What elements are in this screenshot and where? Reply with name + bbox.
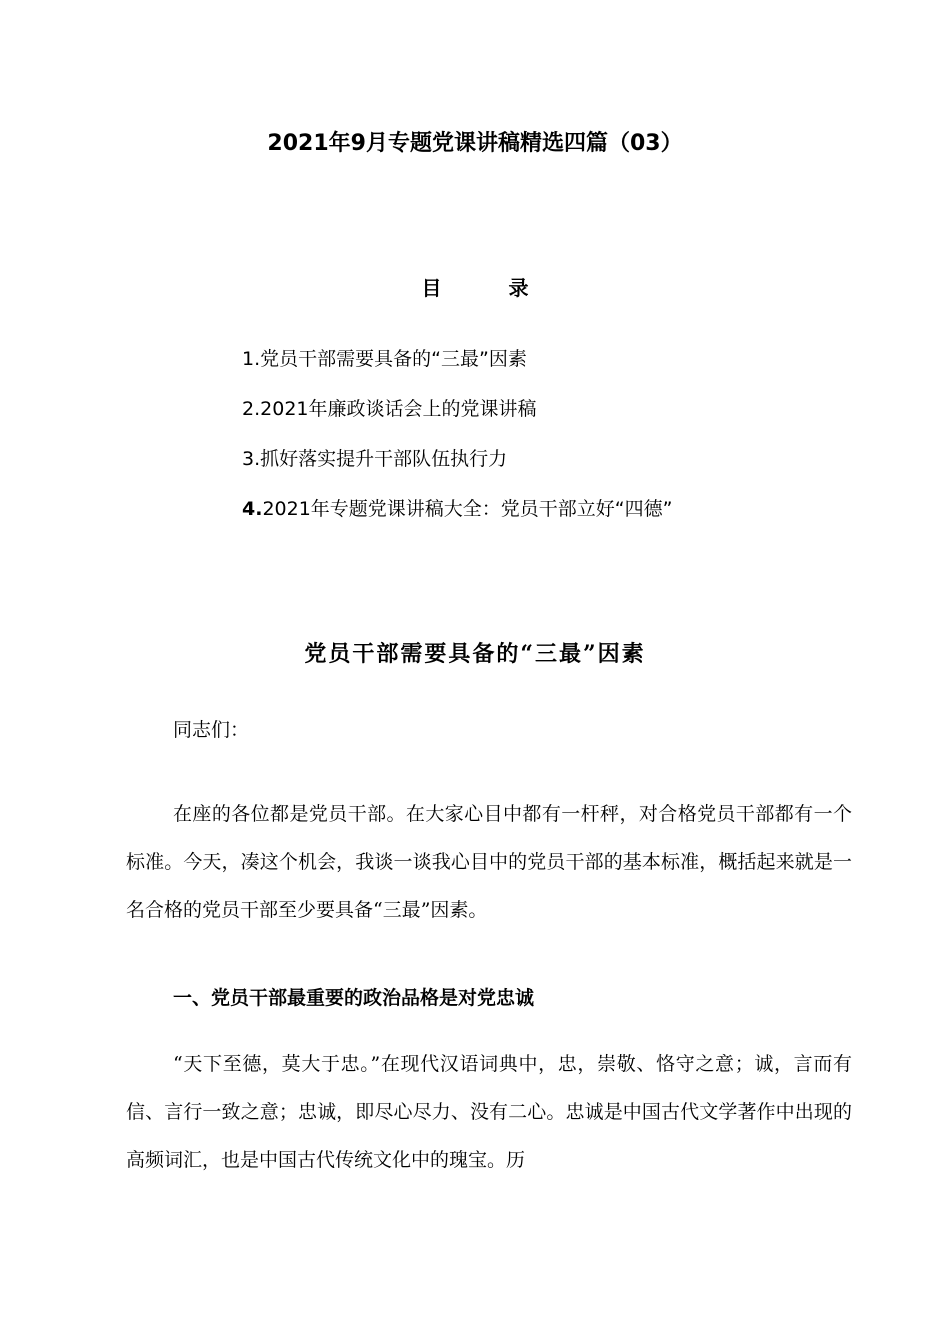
- toc-item-1[interactable]: [242, 344, 862, 394]
- toc-item-number: 3.: [242, 448, 261, 470]
- toc-item-text: 抓好落实提升干部队伍执行力: [260, 448, 508, 470]
- toc-item-4[interactable]: [242, 494, 862, 544]
- toc-item-2[interactable]: [242, 394, 862, 444]
- intro-paragraph: 在座的各位都是党员干部。在大家心目中都有一杆秤，对合格党员干部都有一个标准。今天，凑这个机会，我谈一谈我心目中的党员干部的基本标准，概括起来就是一名合格的党员干部至少要具备“三最”因素。: [126, 803, 852, 921]
- toc-item-text: 2021年廉政谈话会上的党课讲稿: [260, 398, 537, 420]
- subheading-1: 一、党员干部最重要的政治品格是对党忠诚: [173, 987, 535, 1009]
- document-title: 2021年9月专题党课讲稿精选四篇（03）: [267, 131, 683, 156]
- toc-item-number: 4.: [242, 498, 263, 520]
- toc-item-number: 1.: [242, 348, 261, 370]
- table-of-contents: [242, 344, 862, 544]
- toc-heading: 目 录: [421, 276, 559, 300]
- toc-item-3[interactable]: [242, 444, 862, 494]
- toc-item-text: 2021年专题党课讲稿大全：党员干部立好“四德”: [262, 498, 673, 520]
- body-paragraph: “天下至德，莫大于忠。”在现代汉语词典中，忠，崇敬、恪守之意；诚，言而有信、言行一致之意；忠诚，即尽心尽力、没有二心。忠诚是中国古代文学著作中出现的高频词汇，也是中国古代传统文化中的瑰宝。历: [126, 1053, 852, 1171]
- section-title: 党员干部需要具备的“三最”因素: [304, 641, 646, 667]
- greeting-paragraph: 同志们：: [173, 719, 250, 741]
- toc-item-number: 2.: [242, 398, 261, 420]
- toc-item-text: 党员干部需要具备的“三最”因素: [260, 348, 527, 370]
